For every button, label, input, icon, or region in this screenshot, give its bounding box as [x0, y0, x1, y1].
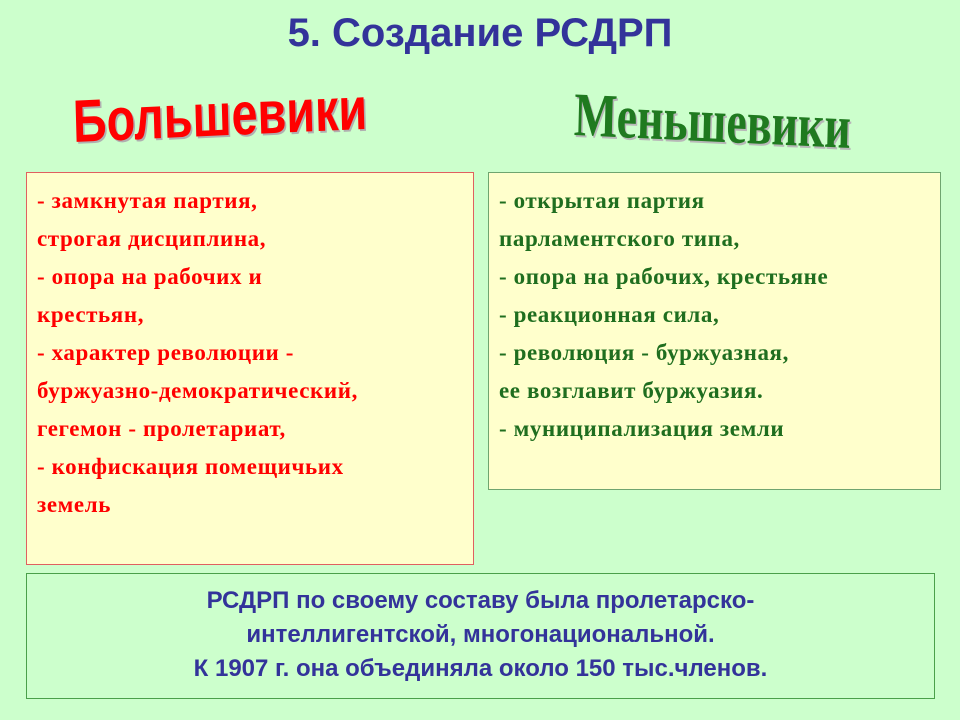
bolsheviki-line: - опора на рабочих и — [37, 264, 263, 289]
bolsheviki-line: - характер революции - — [37, 340, 295, 365]
summary-line: РСДРП по своему составу была пролетарско- — [206, 587, 755, 614]
bolsheviki-panel — [26, 172, 474, 565]
mensheviki-line: - муниципализация земли — [499, 416, 785, 441]
bolsheviki-line: земель — [37, 492, 111, 517]
heading-mensheviki: Меньшевики — [573, 80, 852, 163]
slide-title: 5. Создание РСДРП — [287, 11, 673, 55]
mensheviki-line: - реакционная сила, — [499, 302, 720, 327]
mensheviki-line: - революция - буржуазная, — [499, 340, 789, 365]
mensheviki-line: - опора на рабочих, крестьяне — [499, 264, 829, 289]
mensheviki-line: ее возглавит буржуазия. — [499, 378, 764, 403]
mensheviki-panel — [488, 172, 941, 490]
summary-line: интеллигентской, многонациональной. — [246, 621, 715, 648]
bolsheviki-line: крестьян, — [37, 302, 145, 327]
bolsheviki-line: - замкнутая партия, — [37, 188, 258, 213]
heading-bolsheviki: Большевики — [72, 74, 368, 155]
bolsheviki-line: буржуазно-демократический, — [37, 378, 358, 403]
bolsheviki-line: гегемон - пролетариат, — [37, 416, 286, 441]
bolsheviki-line: - конфискация помещичьих — [37, 454, 344, 479]
mensheviki-line: парламентского типа, — [499, 226, 740, 251]
mensheviki-line: - открытая партия — [499, 188, 705, 213]
bolsheviki-line: строгая дисциплина, — [37, 226, 267, 251]
summary-box — [26, 573, 935, 699]
summary-line: К 1907 г. она объединяла около 150 тыс.членов. — [193, 655, 768, 682]
